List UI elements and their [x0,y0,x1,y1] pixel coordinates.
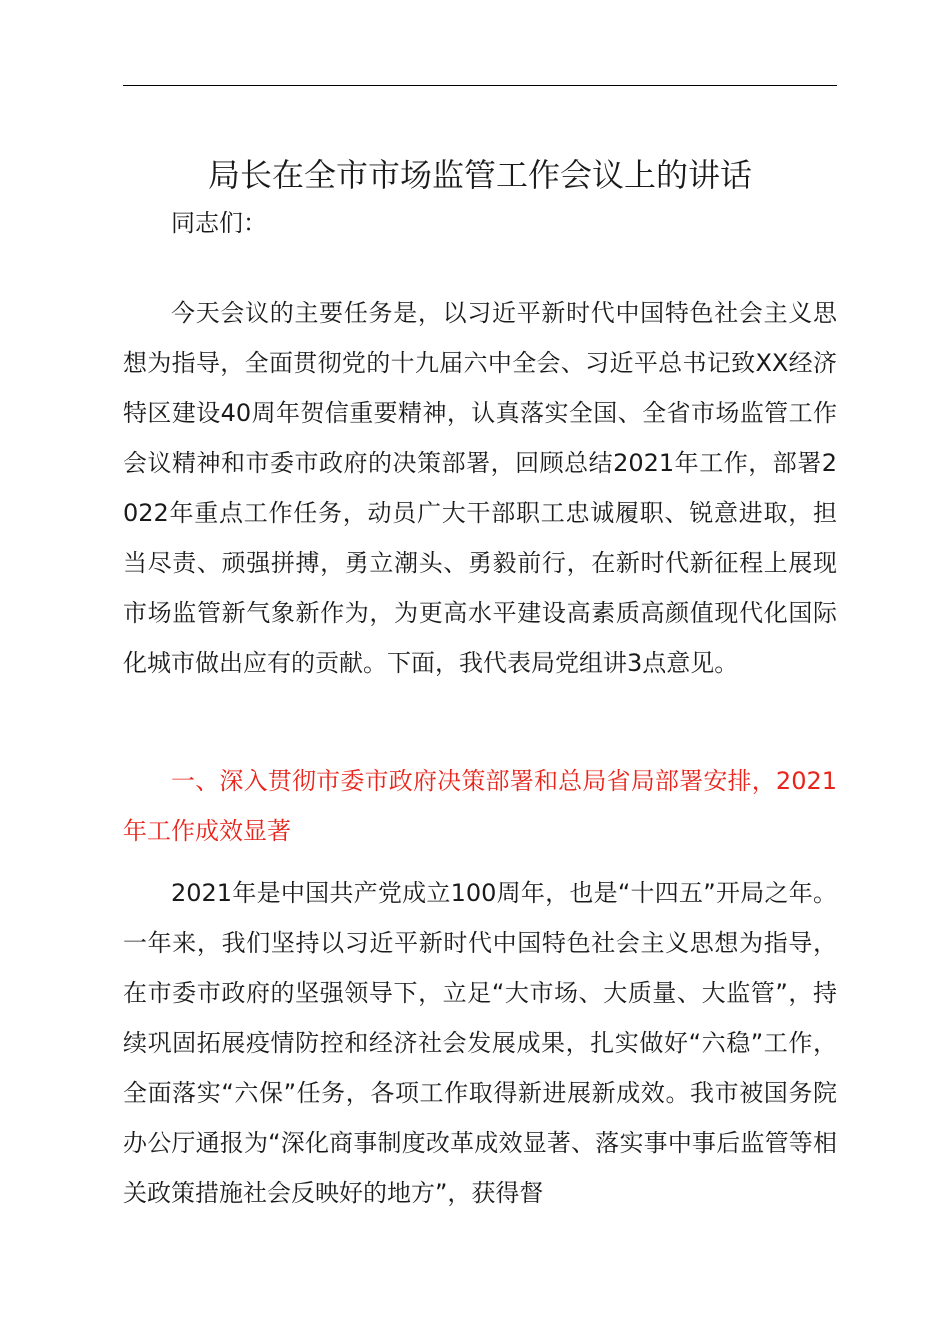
document-title: 局长在全市市场监管工作会议上的讲话 [207,156,752,194]
header-rule [123,85,837,86]
section-heading-1: 一、深入贯彻市委市政府决策部署和总局省局部署安排，2021年工作成效显著 [123,767,837,845]
paragraph-section-1: 2021年是中国共产党成立100周年，也是“十四五”开局之年。一年来，我们坚持以习近平新时代中国特色社会主义思想为指导，在市委市政府的坚强领导下，立足“大市场、大质量、大监管”，持续巩固拓展疫情防控和经济社会发展成果，扎实做好“六稳”工作，全面落实“六保”任务，各项工作取得新进展新成效。我市被国务院办公厅通报为“深化商事制度改革成效显著、落实事中事后监管等相关政策措施社会反映好的地方”，获得督 [123,879,837,1207]
salutation: 同志们： [171,209,267,237]
paragraph-intro: 今天会议的主要任务是，以习近平新时代中国特色社会主义思想为指导，全面贯彻党的十九届六中全会、习近平总书记致XX经济特区建设40周年贺信重要精神，认真落实全国、全省市场监管工作会议精神和市委市政府的决策部署，回顾总结2021年工作，部署2022年重点工作任务，动员广大干部职工忠诚履职、锐意进取，担当尽责、顽强拼搏，勇立潮头、勇毅前行，在新时代新征程上展现市场监管新气象新作为，为更高水平建设高素质高颜值现代化国际化城市做出应有的贡献。下面，我代表局党组讲3点意见。 [123,299,837,677]
